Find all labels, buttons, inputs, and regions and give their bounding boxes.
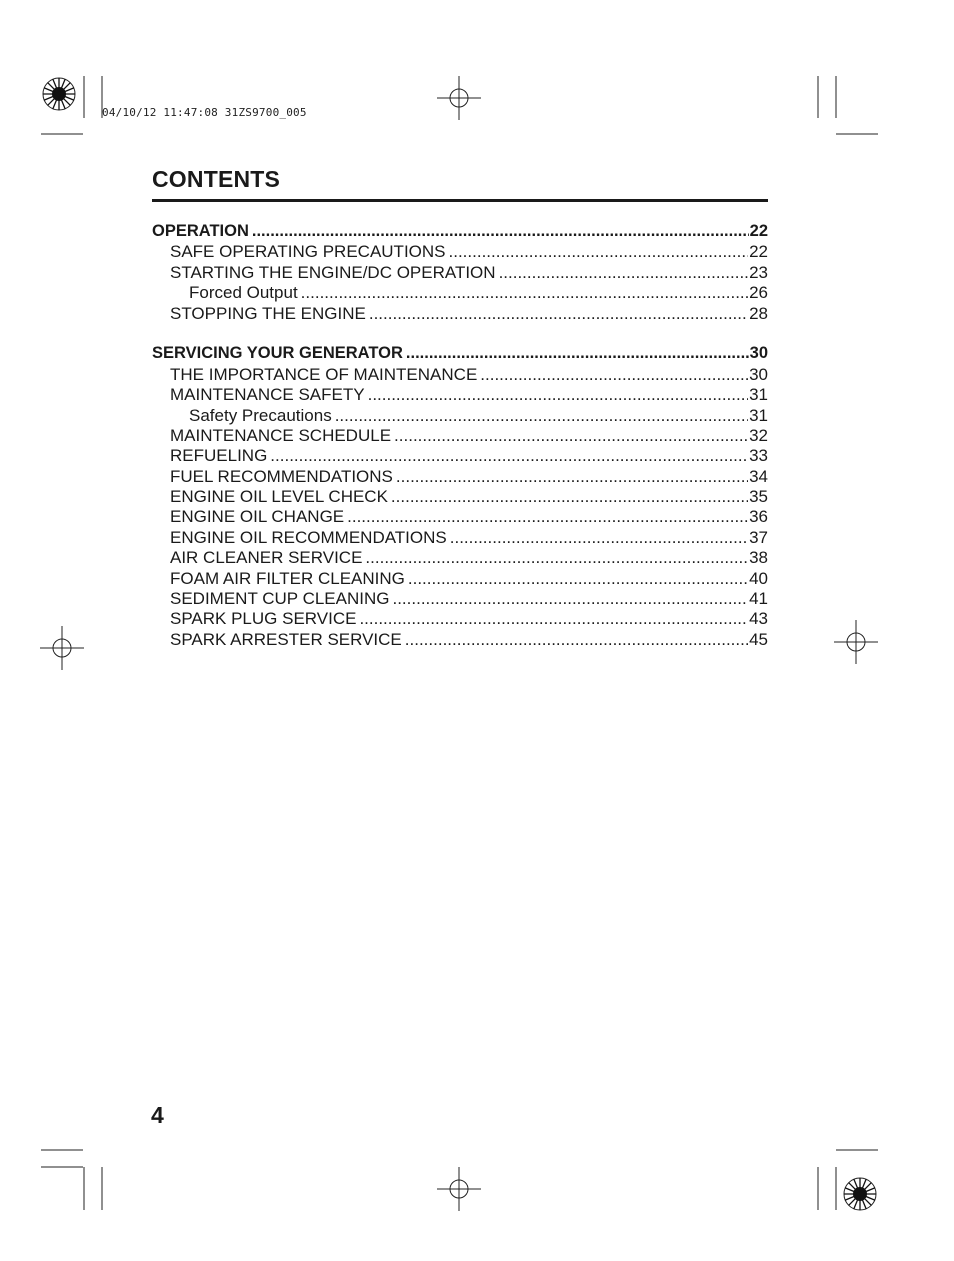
registration-crosshair-icon xyxy=(40,626,84,670)
toc-entry[interactable] xyxy=(152,406,768,426)
dot-leader xyxy=(335,406,748,426)
page-title: CONTENTS xyxy=(152,166,281,192)
toc-entry-page: 22 xyxy=(749,222,768,240)
toc-entry-label: THE IMPORTANCE OF MAINTENANCE xyxy=(170,364,478,384)
registration-crosshair-icon xyxy=(834,620,878,664)
dot-leader xyxy=(301,283,748,303)
toc-entry-page: 37 xyxy=(749,527,768,547)
toc-entry-label: Forced Output xyxy=(189,283,298,303)
table-of-contents xyxy=(152,222,768,650)
title-divider xyxy=(152,199,768,202)
toc-entry[interactable] xyxy=(152,487,768,507)
toc-entry-page: 33 xyxy=(749,446,768,466)
toc-entry[interactable] xyxy=(152,467,768,487)
toc-entry[interactable] xyxy=(152,222,768,242)
dot-leader xyxy=(365,548,748,568)
toc-entry[interactable] xyxy=(152,446,768,466)
toc-entry-page: 34 xyxy=(749,466,768,486)
toc-entry-label: ENGINE OIL RECOMMENDATIONS xyxy=(170,527,447,547)
toc-entry-label: SEDIMENT CUP CLEANING xyxy=(170,589,390,609)
dot-leader xyxy=(270,446,748,466)
toc-entry-label: MAINTENANCE SAFETY xyxy=(170,385,365,405)
toc-entry-label: SAFE OPERATING PRECAUTIONS xyxy=(170,242,446,262)
toc-entry[interactable] xyxy=(152,589,768,609)
toc-entry[interactable] xyxy=(152,365,768,385)
registration-starburst-icon xyxy=(41,76,77,112)
toc-entry[interactable] xyxy=(152,609,768,629)
dot-leader xyxy=(449,242,749,262)
toc-entry-page: 36 xyxy=(749,507,768,527)
toc-entry-label: ENGINE OIL CHANGE xyxy=(170,507,345,527)
dot-leader xyxy=(368,385,748,405)
toc-entry-label: Safety Precautions xyxy=(189,405,332,425)
toc-entry[interactable] xyxy=(152,569,768,589)
toc-entry-label: REFUELING xyxy=(170,446,268,466)
toc-entry[interactable] xyxy=(152,528,768,548)
toc-entry-page: 30 xyxy=(749,344,768,363)
dot-leader xyxy=(392,589,748,609)
registration-crosshair-icon xyxy=(437,76,481,120)
registration-starburst-icon xyxy=(842,1176,878,1212)
toc-entry-page: 35 xyxy=(749,487,768,507)
toc-entry[interactable] xyxy=(152,385,768,405)
toc-entry-label: STOPPING THE ENGINE xyxy=(170,303,366,323)
toc-entry-page: 41 xyxy=(749,589,768,609)
toc-entry-label: AIR CLEANER SERVICE xyxy=(170,548,363,568)
toc-entry-page: 23 xyxy=(749,262,768,282)
print-timestamp: 04/10/12 11:47:08 31ZS9700_005 xyxy=(102,106,307,119)
toc-entry-label: SPARK ARRESTER SERVICE xyxy=(170,629,402,649)
toc-section-operation xyxy=(152,222,768,324)
toc-entry-label: MAINTENANCE SCHEDULE xyxy=(170,425,392,445)
toc-section-servicing xyxy=(152,344,768,650)
toc-entry-page: 45 xyxy=(749,629,768,649)
dot-leader xyxy=(252,222,749,241)
dot-leader xyxy=(499,263,749,283)
toc-entry-page: 38 xyxy=(749,548,768,568)
dot-leader xyxy=(394,426,748,446)
registration-crosshair-icon xyxy=(437,1167,481,1211)
dot-leader xyxy=(450,528,748,548)
dot-leader xyxy=(480,365,748,385)
toc-entry[interactable] xyxy=(152,426,768,446)
toc-entry-label: STARTING THE ENGINE/DC OPERATION xyxy=(170,262,496,282)
toc-entry-page: 31 xyxy=(749,405,768,425)
toc-entry[interactable] xyxy=(152,548,768,568)
toc-entry[interactable] xyxy=(152,507,768,527)
toc-entry-label: SERVICING YOUR GENERATOR xyxy=(152,344,403,363)
dot-leader xyxy=(406,344,749,363)
page-number: 4 xyxy=(151,1102,164,1128)
toc-entry-page: 32 xyxy=(749,425,768,445)
toc-entry-page: 28 xyxy=(749,303,768,323)
toc-entry-page: 31 xyxy=(749,385,768,405)
toc-entry-label: OPERATION xyxy=(152,222,249,240)
toc-entry[interactable] xyxy=(152,242,768,262)
dot-leader xyxy=(408,569,748,589)
toc-entry-page: 26 xyxy=(749,283,768,303)
dot-leader xyxy=(369,304,748,324)
toc-entry-page: 30 xyxy=(749,364,768,384)
dot-leader xyxy=(391,487,748,507)
toc-entry-page: 40 xyxy=(749,568,768,588)
dot-leader xyxy=(396,467,748,487)
toc-entry[interactable] xyxy=(152,304,768,324)
toc-entry-label: SPARK PLUG SERVICE xyxy=(170,609,357,629)
toc-entry[interactable] xyxy=(152,630,768,650)
toc-entry-label: FOAM AIR FILTER CLEANING xyxy=(170,568,405,588)
toc-entry-label: FUEL RECOMMENDATIONS xyxy=(170,466,393,486)
toc-entry[interactable] xyxy=(152,263,768,283)
toc-entry-page: 43 xyxy=(749,609,768,629)
toc-entry[interactable] xyxy=(152,344,768,364)
toc-entry-page: 22 xyxy=(749,242,768,262)
dot-leader xyxy=(359,609,748,629)
toc-entry-label: ENGINE OIL LEVEL CHECK xyxy=(170,487,388,507)
dot-leader xyxy=(347,507,748,527)
dot-leader xyxy=(405,630,748,650)
toc-entry[interactable] xyxy=(152,283,768,303)
